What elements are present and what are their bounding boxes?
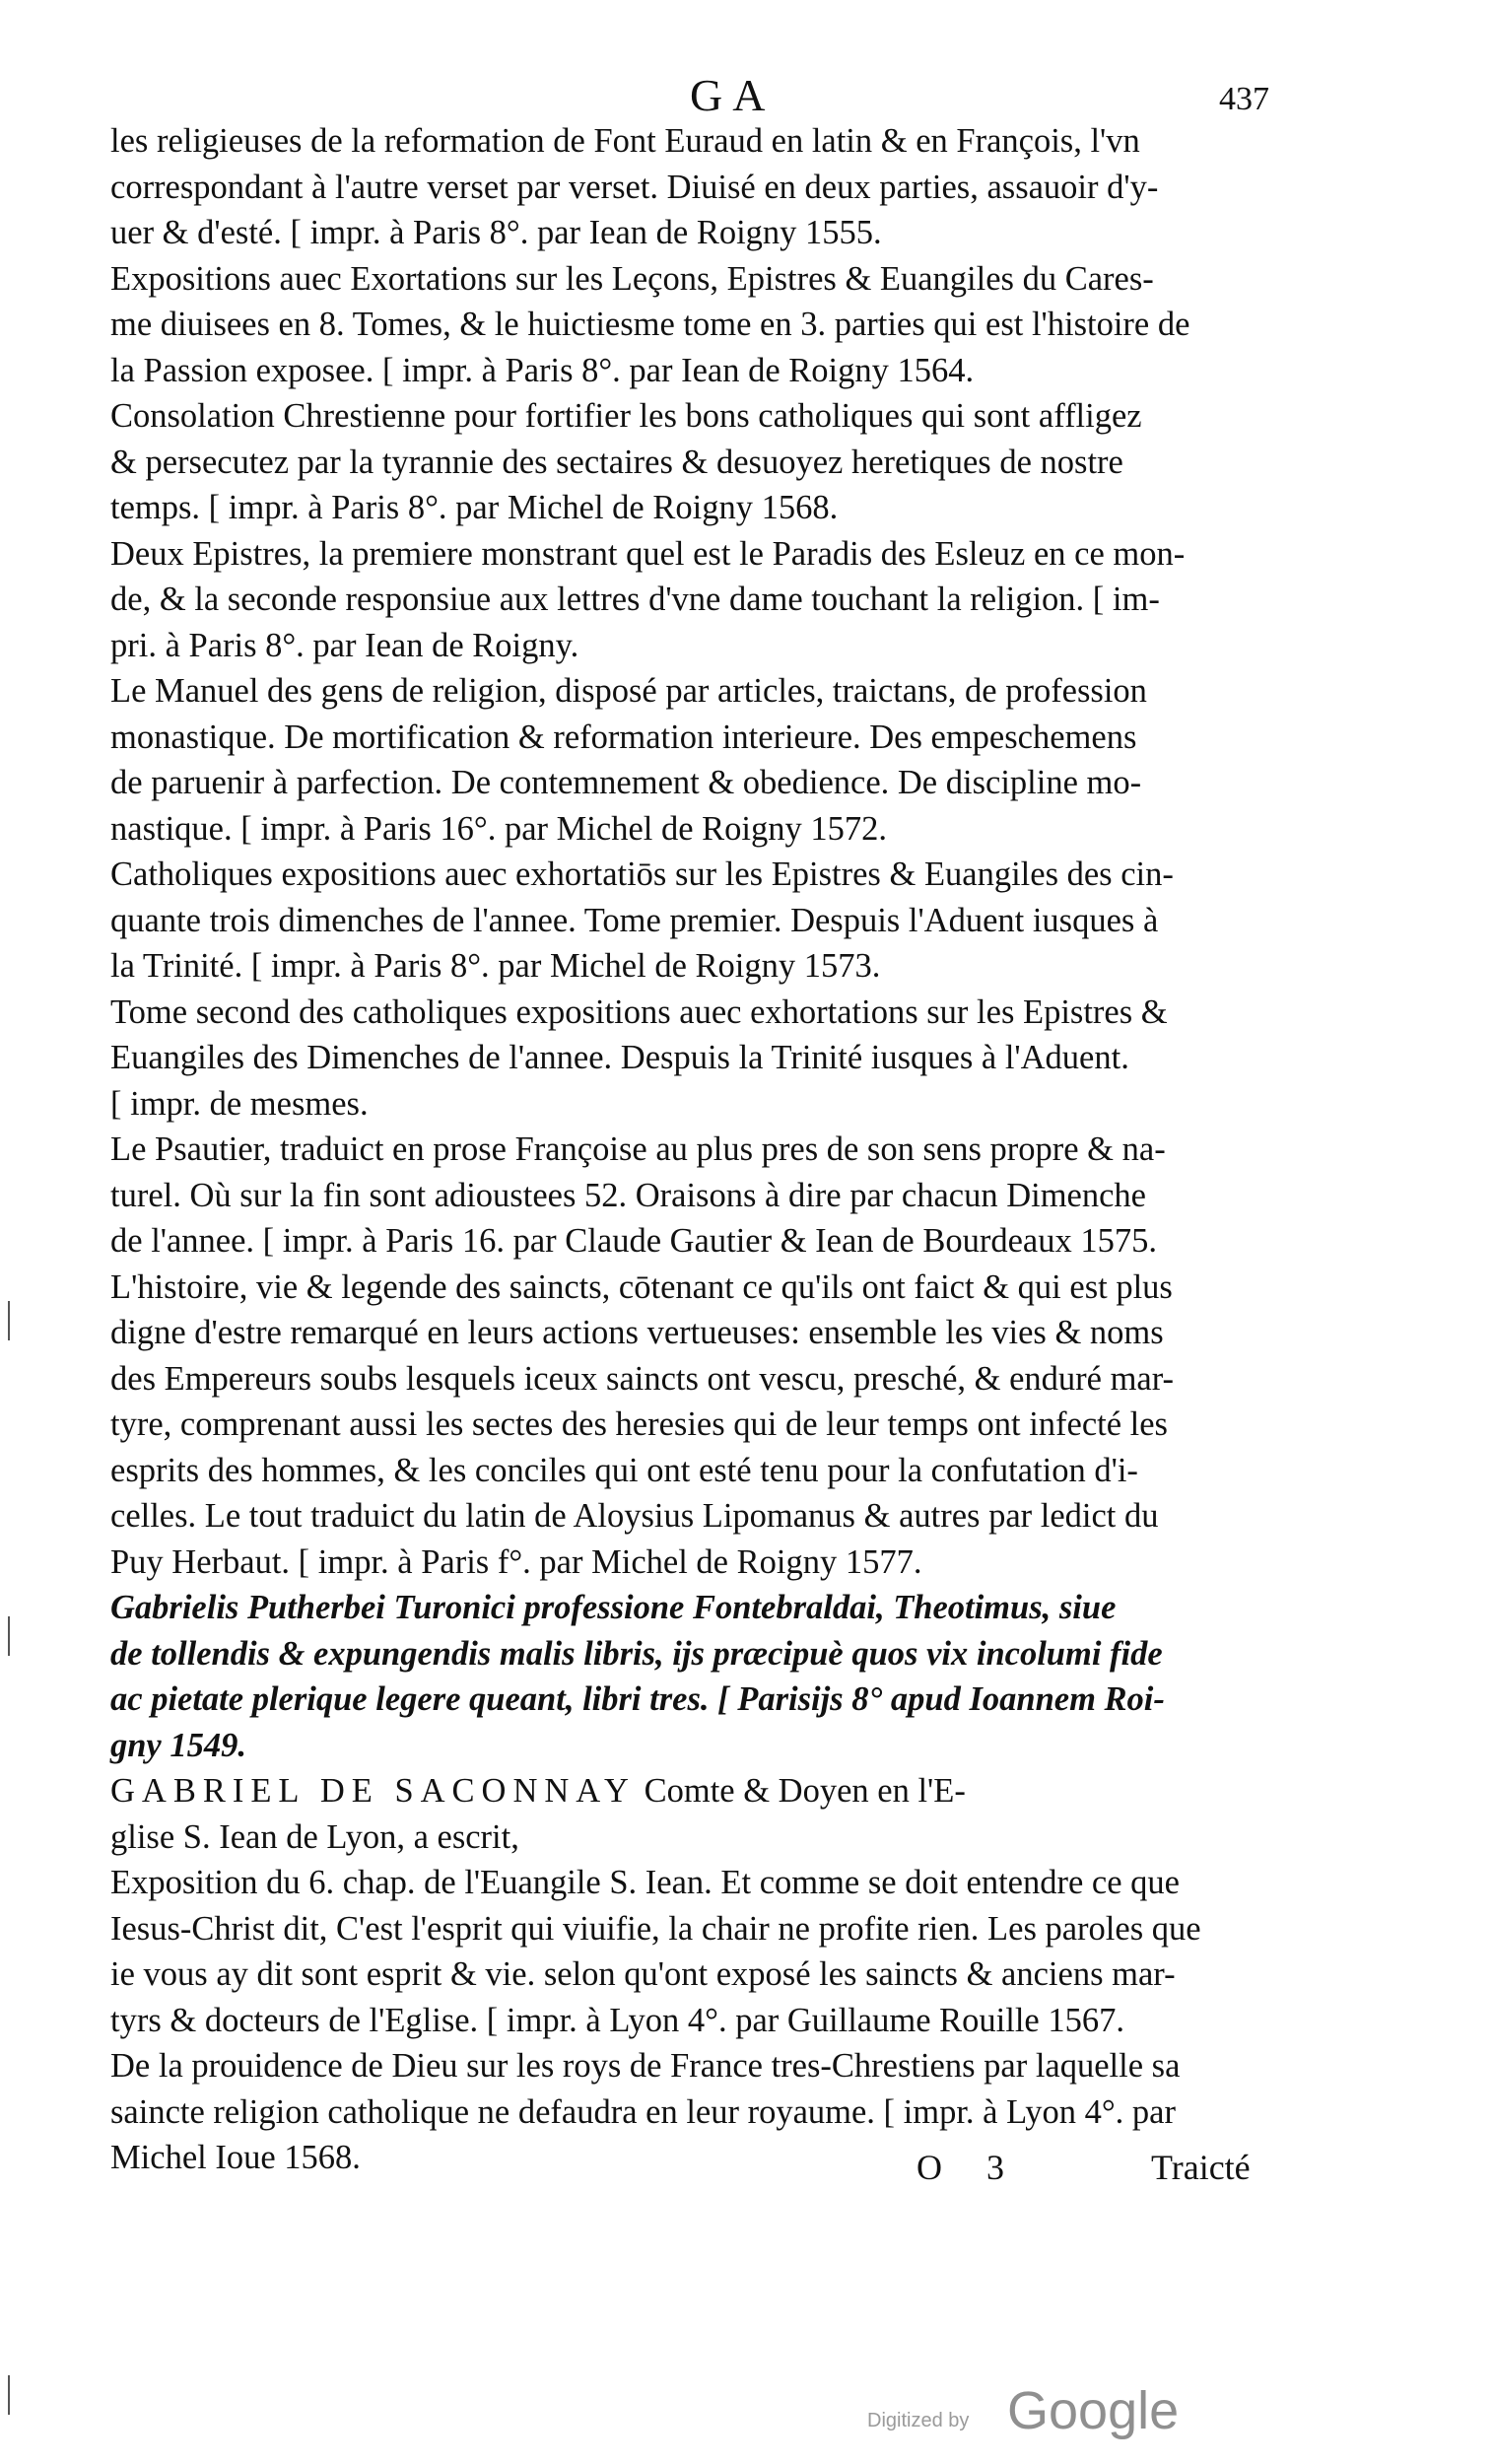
text-line: & persecutez par la tyrannie des sectaires & desuoyez heretiques de nostre: [110, 443, 1123, 481]
text-line: tyrs & docteurs de l'Eglise. [ impr. à Lyon 4°. par Guillaume Rouille 1567.: [110, 2001, 1124, 2039]
text-line: des Empereurs soubs lesquels iceux saincts ont vescu, presché, & enduré mar-: [110, 1359, 1175, 1398]
scan-edge-mark: [8, 2375, 10, 2415]
google-logo: Google: [1007, 2381, 1180, 2440]
text-line: Consolation Chrestienne pour fortifier les bons catholiques qui sont affligez: [110, 397, 1142, 435]
scan-edge-mark: [8, 1301, 10, 1340]
text-line: les religieuses de la reformation de Font Euraud en latin & en François, l'vn: [110, 122, 1140, 160]
latin-line: de tollendis & expungendis malis libris, ijs præcipuè quos vix incolumi fide: [110, 1634, 1163, 1673]
text-line: la Passion exposee. [ impr. à Paris 8°. par Iean de Roigny 1564.: [110, 351, 975, 389]
catchword: Traicté: [1151, 2148, 1251, 2187]
text-line: tyre, comprenant aussi les sectes des heresies qui de leur temps ont infecté les: [110, 1405, 1168, 1443]
text-line: Catholiques expositions auec exhortatiōs sur les Epistres & Euangiles des cin-: [110, 856, 1174, 893]
text-line: correspondant à l'autre verset par verset. Diuisé en deux parties, assauoir d'y-: [110, 168, 1159, 206]
text-line: turel. Où sur la fin sont adioustees 52. Oraisons à dire par chacun Dimenche: [110, 1176, 1146, 1214]
text-line: quante trois dimenches de l'annee. Tome premier. Despuis l'Aduent iusques à: [110, 901, 1159, 939]
text-line: glise S. Iean de Lyon, a escrit,: [110, 1817, 519, 1856]
text-line: Le Psautier, traduict en prose Françoise au plus pres de son sens propre & na-: [110, 1130, 1166, 1168]
body-text: [110, 118, 1278, 2181]
watermark-caption: Digitized by: [867, 2410, 970, 2431]
entry-heading: [110, 1768, 1278, 1814]
text-line: [ impr. de mesmes.: [110, 1084, 369, 1123]
text-line: Iesus-Christ dit, C'est l'esprit qui viuifie, la chair ne profite rien. Les paroles que: [110, 1909, 1201, 1948]
digitized-watermark: [867, 2380, 1242, 2439]
text-line: monastique. De mortification & reformation interieure. Des empeschemens: [110, 718, 1137, 756]
latin-line: Gabrielis Putherbei Turonici professione Fontebraldai, Theotimus, siue: [110, 1589, 1117, 1626]
text-line: digne d'estre remarqué en leurs actions vertueuses: ensemble les vies & noms: [110, 1314, 1164, 1351]
text-line: Deux Epistres, la premiere monstrant quel est le Paradis des Esleuz en ce mon-: [110, 534, 1186, 573]
text-line: temps. [ impr. à Paris 8°. par Michel de Roigny 1568.: [110, 489, 839, 526]
running-title: GA: [690, 70, 776, 120]
text-line: la Trinité. [ impr. à Paris 8°. par Michel de Roigny 1573.: [110, 947, 881, 985]
text-line: Exposition du 6. chap. de l'Euangile S. Iean. Et comme se doit entendre ce que: [110, 1864, 1180, 1901]
scan-edge-mark: [8, 1616, 10, 1656]
text-line: me diuisees en 8. Tomes, & le huictiesme tome en 3. parties qui est l'histoire de: [110, 306, 1190, 343]
author-name: GABRIEL DE SACONNAY: [110, 1772, 636, 1810]
text-line: Tome second des catholiques expositions auec exhortations sur les Epistres &: [110, 992, 1168, 1031]
text-line: Michel Ioue 1568.: [110, 2139, 361, 2176]
text-line: Le Manuel des gens de religion, disposé par articles, traictans, de profession: [110, 672, 1147, 710]
text-line: esprits des hommes, & les conciles qui ont esté tenu pour la confutation d'i-: [110, 1451, 1138, 1489]
text-line: de, & la seconde responsiue aux lettres d'vne dame touchant la religion. [ im-: [110, 581, 1160, 618]
page-footer: [0, 2147, 1494, 2196]
text-line: Expositions auec Exortations sur les Leçons, Epistres & Euangiles du Cares-: [110, 259, 1154, 298]
latin-line: gny 1549.: [110, 1726, 246, 1764]
latin-line: ac pietate plerique legere queant, libri tres. [ Parisijs 8° apud Ioannem Roi-: [110, 1680, 1165, 1718]
text-line: Puy Herbaut. [ impr. à Paris f°. par Michel de Roigny 1577.: [110, 1542, 922, 1581]
text-line: De la prouidence de Dieu sur les roys de France tres-Chrestiens par laquelle sa: [110, 2047, 1181, 2085]
text-line: pri. à Paris 8°. par Iean de Roigny.: [110, 626, 579, 664]
author-title: Comte & Doyen en l'E-: [644, 1772, 966, 1810]
text-line: de paruenir à parfection. De contemnement & obedience. De discipline mo-: [110, 764, 1142, 801]
running-head: [0, 69, 1494, 118]
text-line: saincte religion catholique ne defaudra en leur royaume. [ impr. à Lyon 4°. par: [110, 2092, 1176, 2131]
text-line: nastique. [ impr. à Paris 16°. par Michel de Roigny 1572.: [110, 809, 888, 848]
text-line: uer & d'esté. [ impr. à Paris 8°. par Iean de Roigny 1555.: [110, 214, 882, 251]
text-line: Euangiles des Dimenches de l'annee. Despuis la Trinité iusques à l'Aduent.: [110, 1039, 1129, 1076]
text-line: ie vous ay dit sont esprit & vie. selon qu'ont exposé les saincts & anciens mar-: [110, 1955, 1176, 1993]
page-number: 437: [1219, 81, 1269, 117]
signature-mark: O 3: [917, 2148, 1022, 2187]
text-line: de l'annee. [ impr. à Paris 16. par Claude Gautier & Iean de Bourdeaux 1575.: [110, 1222, 1157, 1260]
text-line: celles. Le tout traduict du latin de Aloysius Lipomanus & autres par ledict du: [110, 1497, 1159, 1535]
text-line: L'histoire, vie & legende des saincts, cōtenant ce qu'ils ont faict & qui est plus: [110, 1267, 1173, 1306]
